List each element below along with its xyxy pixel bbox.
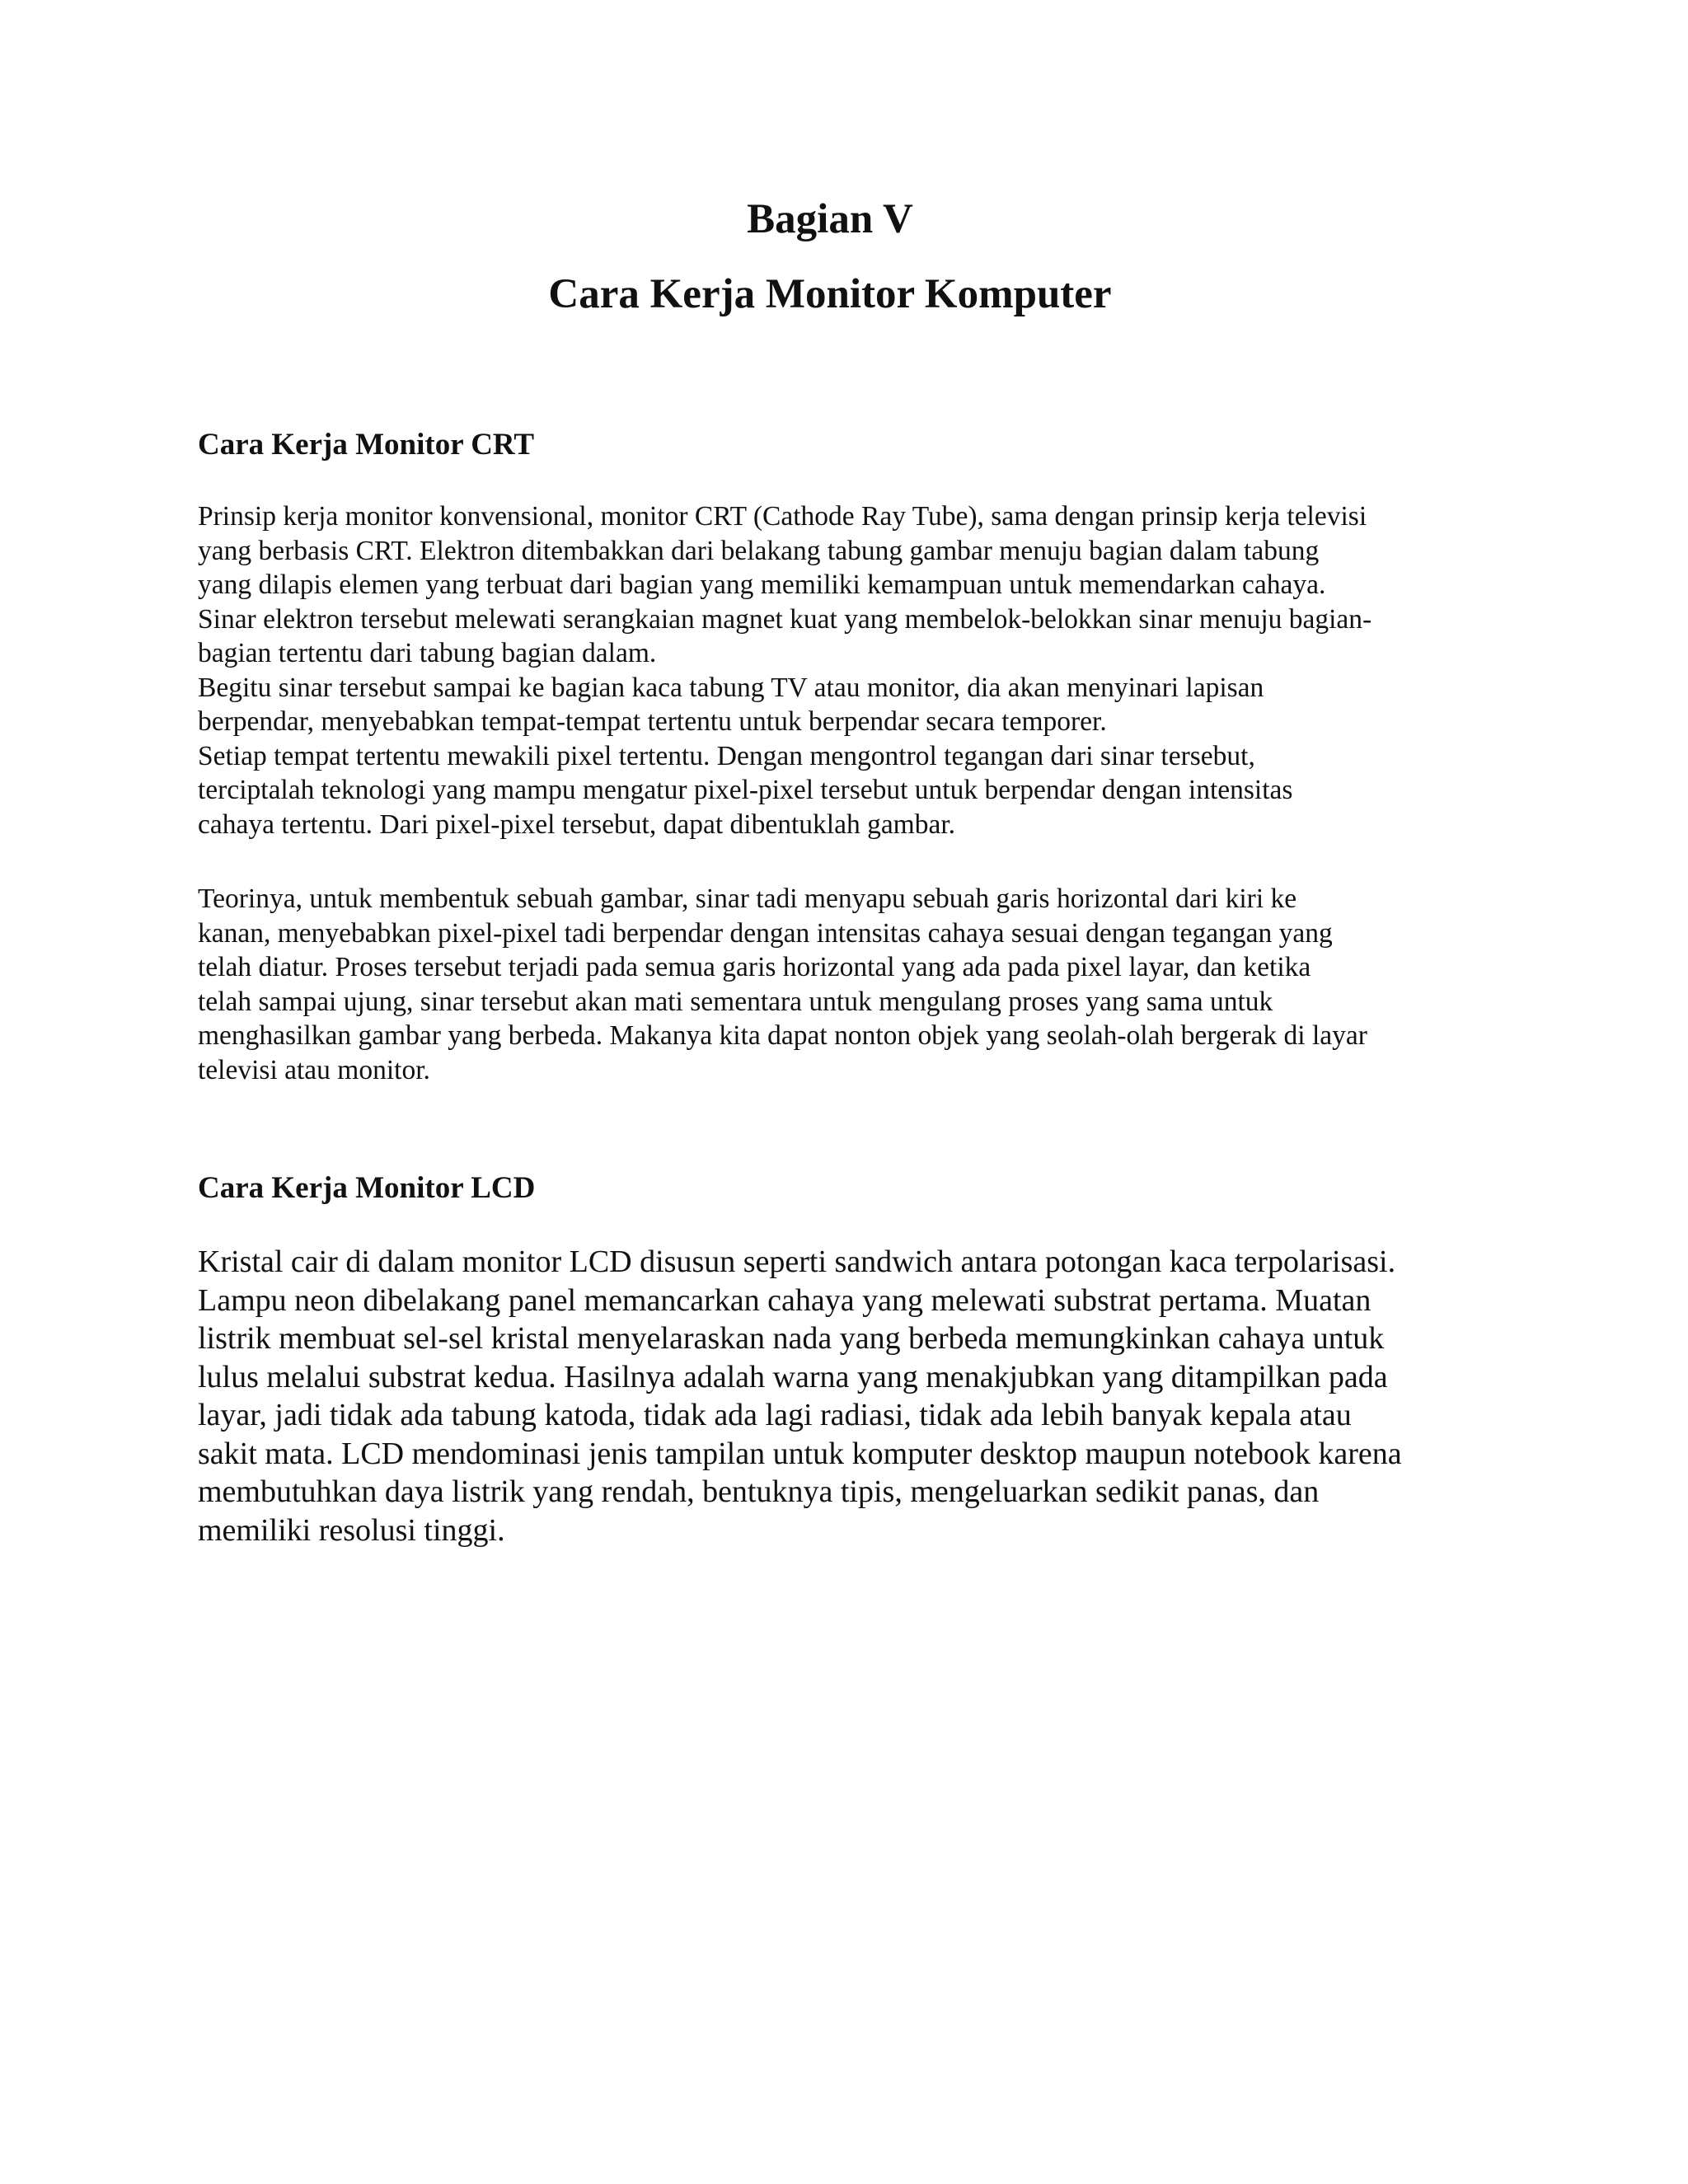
lcd-paragraph-1 bbox=[198, 1243, 1484, 1549]
crt-paragraph-1 bbox=[198, 499, 1484, 841]
section-heading-crt: Cara Kerja Monitor CRT bbox=[198, 428, 535, 462]
text-line: telah diatur. Proses tersebut terjadi pada semua garis horizontal yang ada pada pixel layar, dan ketika bbox=[198, 952, 1311, 982]
text-line: Lampu neon dibelakang panel memancarkan cahaya yang melewati substrat pertama. Muatan bbox=[198, 1282, 1372, 1318]
section-heading-lcd: Cara Kerja Monitor LCD bbox=[198, 1171, 536, 1205]
text-line: memiliki resolusi tinggi. bbox=[198, 1512, 505, 1548]
text-line: menghasilkan gambar yang berbeda. Makanya kita dapat nonton objek yang seolah-olah bergerak di layar bbox=[198, 1020, 1367, 1051]
text-line: membutuhkan daya listrik yang rendah, bentuknya tipis, mengeluarkan sedikit panas, dan bbox=[198, 1474, 1320, 1509]
text-line: Setiap tempat tertentu mewakili pixel tertentu. Dengan mengontrol tegangan dari sinar tersebut, bbox=[198, 740, 1255, 771]
text-line: Prinsip kerja monitor konvensional, monitor CRT (Cathode Ray Tube), sama dengan prinsip kerja televisi bbox=[198, 501, 1367, 532]
text-line: terciptalah teknologi yang mampu mengatur pixel-pixel tersebut untuk berpendar dengan intensitas bbox=[198, 775, 1293, 805]
text-line: Sinar elektron tersebut melewati serangkaian magnet kuat yang membelok-belokkan sinar menuju bagian- bbox=[198, 603, 1372, 635]
text-line: Teorinya, untuk membentuk sebuah gambar, sinar tadi menyapu sebuah garis horizontal dari kiri ke bbox=[198, 883, 1297, 914]
text-line: layar, jadi tidak ada tabung katoda, tidak ada lagi radiasi, tidak ada lebih banyak kepala atau bbox=[198, 1398, 1352, 1432]
text-line: yang dilapis elemen yang terbuat dari bagian yang memiliki kemampuan untuk memendarkan cahaya. bbox=[198, 569, 1326, 600]
text-line: yang berbasis CRT. Elektron ditembakkan dari belakang tabung gambar menuju bagian dalam tabung bbox=[198, 535, 1320, 566]
crt-paragraph-2 bbox=[198, 882, 1484, 1087]
text-line: lulus melalui substrat kedua. Hasilnya adalah warna yang menakjubkan yang ditampilkan pada bbox=[198, 1359, 1388, 1394]
text-line: cahaya tertentu. Dari pixel-pixel tersebut, dapat dibentuklah gambar. bbox=[198, 808, 956, 840]
chapter-label: Bagian V bbox=[747, 196, 913, 242]
text-line: telah sampai ujung, sinar tersebut akan mati sementara untuk mengulang proses yang sama untuk bbox=[198, 986, 1273, 1017]
text-line: kanan, menyebabkan pixel-pixel tadi berpendar dengan intensitas cahaya sesuai dengan tegangan yang bbox=[198, 917, 1333, 949]
text-line: listrik membuat sel-sel kristal menyelaraskan nada yang berbeda memungkinkan cahaya untuk bbox=[198, 1321, 1385, 1356]
text-line: televisi atau monitor. bbox=[198, 1054, 430, 1085]
text-line: bagian tertentu dari tabung bagian dalam. bbox=[198, 638, 657, 668]
chapter-title: Cara Kerja Monitor Komputer bbox=[548, 271, 1112, 317]
text-line: Kristal cair di dalam monitor LCD disusun seperti sandwich antara potongan kaca terpolarisasi. bbox=[198, 1244, 1396, 1279]
text-line: Begitu sinar tersebut sampai ke bagian kaca tabung TV atau monitor, dia akan menyinari lapisan bbox=[198, 672, 1264, 703]
text-line: berpendar, menyebabkan tempat-tempat tertentu untuk berpendar secara temporer. bbox=[198, 706, 1107, 737]
text-line: sakit mata. LCD mendominasi jenis tampilan untuk komputer desktop maupun notebook karena bbox=[198, 1436, 1402, 1471]
